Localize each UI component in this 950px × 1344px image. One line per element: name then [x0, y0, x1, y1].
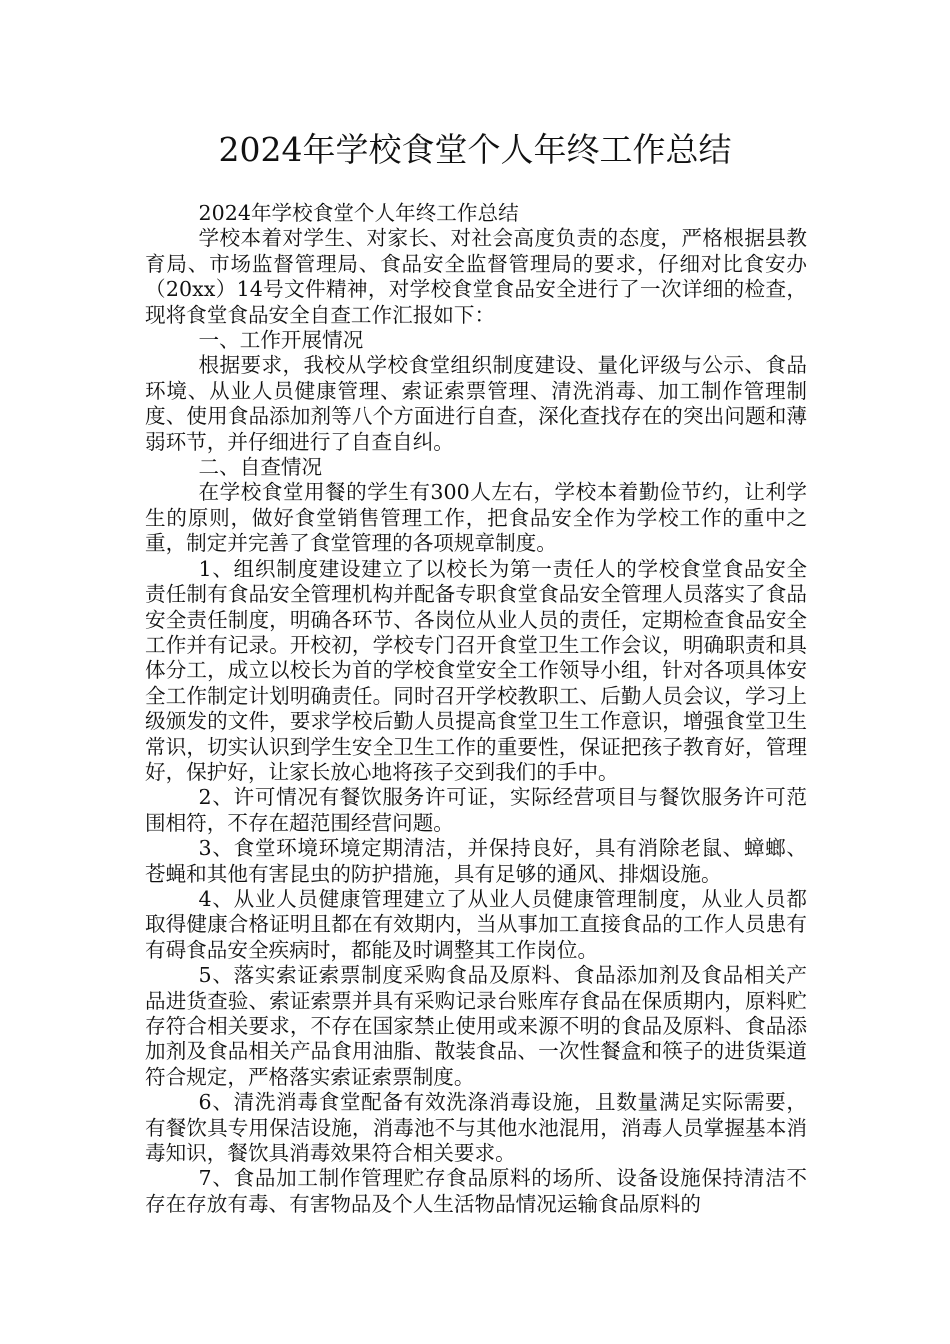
document-body: [145, 201, 807, 1217]
list-item-5: 5、落实索证索票制度采购食品及原料、食品添加剂及食品相关产品进货查验、索证索票并具有采购记录台账库存食品在保质期内，原料贮存符合相关要求，不存在国家禁止使用或来源不明的食品及原料、食品添加剂及食品相关产品食用油脂、散装食品、一次性餐盒和筷子的进货渠道符合规定，严格落实索证索票制度。: [145, 963, 807, 1089]
body-paragraph: 在学校食堂用餐的学生有300人左右，学校本着勤俭节约，让利学生的原则，做好食堂销售管理工作，把食品安全作为学校工作的重中之重，制定并完善了食堂管理的各项规章制度。: [145, 480, 807, 556]
section-heading-1: 一、工作开展情况: [198, 328, 364, 353]
list-item-1: 1、组织制度建设建立了以校长为第一责任人的学校食堂食品安全责任制有食品安全管理机构并配备专职食堂食品安全管理人员落实了食品安全责任制度，明确各环节、各岗位从业人员的责任，定期检查食品安全工作并有记录。开校初，学校专门召开食堂卫生工作会议，明确职责和具体分工，成立以校长为首的学校食堂安全工作领导小组，针对各项具体安全工作制定计划明确责任。同时召开学校教职工、后勤人员会议，学习上级颁发的文件，要求学校后勤人员提高食堂卫生工作意识，增强食堂卫生常识，切实认识到学生安全卫生工作的重要性，保证把孩子教育好，管理好，保护好，让家长放心地将孩子交到我们的手中。: [145, 556, 807, 784]
list-item-2: 2、许可情况有餐饮服务许可证，实际经营项目与餐饮服务许可范围相符，不存在超范围经营问题。: [145, 785, 807, 835]
list-item-4: 4、从业人员健康管理建立了从业人员健康管理制度，从业人员都取得健康合格证明且都在有效期内，当从事加工直接食品的工作人员患有有碍食品安全疾病时，都能及时调整其工作岗位。: [145, 886, 807, 962]
section-heading-2: 二、自查情况: [198, 455, 323, 480]
intro-paragraph: 学校本着对学生、对家长、对社会高度负责的态度，严格根据县教育局、市场监督管理局、食品安全监督管理局的要求，仔细对比食安办（20xx）14号文件精神，对学校食堂食品安全进行了一次详细的检查，现将食堂食品安全自查工作汇报如下：: [145, 226, 807, 327]
document-title: 2024年学校食堂个人年终工作总结: [218, 130, 732, 169]
list-item-7: 7、食品加工制作管理贮存食品原料的场所、设备设施保持清洁不存在存放有毒、有害物品及个人生活物品情况运输食品原料的: [145, 1166, 807, 1216]
subtitle-paragraph: 2024年学校食堂个人年终工作总结: [198, 201, 519, 225]
list-item-3: 3、食堂环境环境定期清洁，并保持良好，具有消除老鼠、蟑螂、苍蝇和其他有害昆虫的防护措施，具有足够的通风、排烟设施。: [145, 836, 807, 886]
list-item-6: 6、清洗消毒食堂配备有效洗涤消毒设施，且数量满足实际需要，有餐饮具专用保洁设施，消毒池不与其他水池混用，消毒人员掌握基本消毒知识，餐饮具消毒效果符合相关要求。: [145, 1090, 807, 1166]
body-paragraph: 根据要求，我校从学校食堂组织制度建设、量化评级与公示、食品环境、从业人员健康管理、索证索票管理、清洗消毒、加工制作管理制度、使用食品添加剂等八个方面进行自查，深化查找存在的突出问题和薄弱环节，并仔细进行了自查自纠。: [145, 353, 807, 454]
